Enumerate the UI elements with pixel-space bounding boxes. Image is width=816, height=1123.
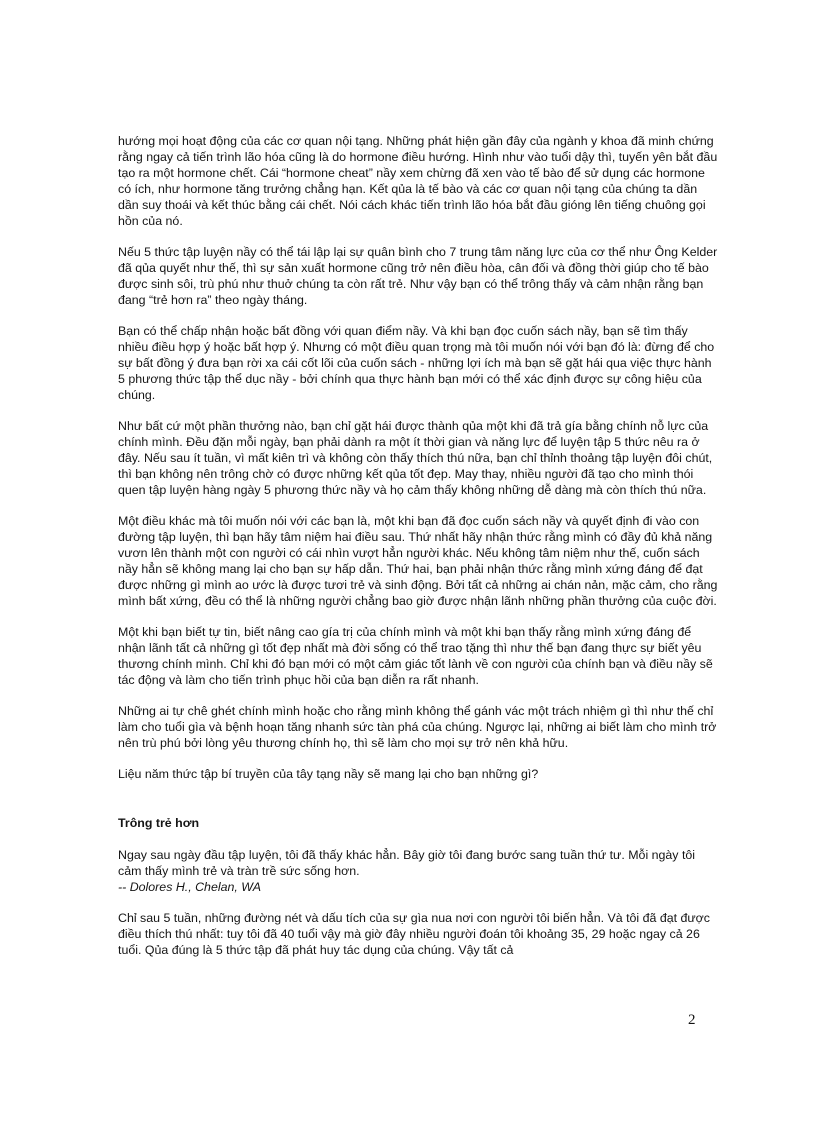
- testimonial-quote: [118, 848, 718, 896]
- paragraph-self-love: Những ai tự chê ghét chính mình hoặc cho rằng mình không thể gánh vác một trách nhiệm gì thì như thế chỉ làm cho tuổi gìa và bệnh hoạn tăng nhanh sức tàn phá của chúng. Ngược lại, những ai biết làm cho mình trở nên trù phú bởi lòng yêu thương chính họ, thì sẽ làm cho mọi sự trở nên khả hữu.: [118, 704, 717, 750]
- paragraph-energy-balance: Nếu 5 thức tập luyện nầy có thể tái lập lại sự quân bình cho 7 trung tâm năng lực của cơ thể như Ông Kelder đã qủa quyết như thế, thì sự sản xuất hormone cũng trở nên điều hòa, cân đối và đồng thời giúp cho tế bào được sinh sôi, trù phú như thuở chúng ta còn rất trẻ. Như vậy bạn có thể trông thấy và cảm nhận rằng bạn đang “trẻ hơn ra” theo ngày tháng.: [118, 244, 718, 307]
- section-heading: Trông trẻ hơn: [118, 816, 200, 831]
- page-body: [118, 134, 718, 975]
- paragraph-five-weeks: Chỉ sau 5 tuần, những đường nét và dấu tích của sự gìa nua nơi con người tôi biến hẳn. Và tôi đã đạt được điều thích thú nhất: tuy tôi đã 40 tuổi vậy mà giờ đây nhiều người đoán tôi khoảng 35, 29 hoặc ngay cả 26 tuổi. Qủa đúng là 5 thức tập đã phát huy tác dụng của chúng. Vậy tất cả: [118, 911, 710, 958]
- paragraph-self-worth: Một khi bạn biết tự tin, biết nâng cao gía trị của chính mình và một khi bạn thấy rằng mình xứng đáng để nhận lãnh tất cả những gì tốt đẹp nhất mà đời sống có thể trao tặng thì như thế bạn đang thực sự biết yêu thương chính mình. Chỉ khi đó bạn mới có một cảm giác tốt lành về con người của chính bạn và điều nầy sẽ tác động và làm cho tiến trình phục hồi của bạn diễn ra rất nhanh.: [118, 625, 713, 687]
- quote-attribution: -- Dolores H., Chelan, WA: [118, 880, 261, 895]
- paragraph-accept-or-disagree: Bạn có thể chấp nhận hoặc bất đồng với quan điểm nầy. Và khi bạn đọc cuốn sách nầy, bạn sẽ tìm thấy nhiều điều hợp ý hoặc bất hợp ý. Nhưng có một điều quan trọng mà tôi muốn nói với bạn đó là: đừng để cho sự bất đồng ý đưa bạn rời xa cái cốt lõi của cuốn sách - những lợi ích mà bạn sẽ gặt hái qua việc thực hành 5 phương thức tập thể dục nầy - bởi chính qua thực hành bạn mới có thể xác định được sự công hiệu của chúng.: [118, 324, 715, 402]
- quote-text: Ngay sau ngày đầu tập luyện, tôi đã thấy khác hẳn. Bây giờ tôi đang bước sang tuần thứ tư. Mỗi ngày tôi cảm thấy mình trẻ và tràn trề sức sống hơn.: [118, 848, 696, 879]
- paragraph-hormone-aging: hướng mọi hoạt động của các cơ quan nội tạng. Những phát hiện gần đây của ngành y khoa đã minh chứng rằng ngay cả tiến trình lão hóa cũng là do hormone điều hướng. Hình như vào tuổi dậy thì, tuyến yên bắt đầu tạo ra một hormone chết. Cái “hormone cheat” nầy xem chừng đã xen vào tế bào để sử dụng các hormone có ích, như hormone tăng trưởng chẳng hạn. Kết qủa là tế bào và các cơ quan nội tạng của chúng ta dần dần suy thoái và kết thúc bằng cái chết. Nói cách khác tiến trình lão hóa bắt đầu gióng lên tiếng chuông gọi hồn của nó.: [118, 134, 718, 228]
- paragraph-effort-reward: Như bất cứ một phần thưởng nào, bạn chỉ gặt hái được thành qủa một khi đã trả gía bằng chính nỗ lực của chính mình. Đều đặn mỗi ngày, bạn phải dành ra một ít thời gian và năng lực để luyện tập 5 thức nêu ra ở đây. Nếu sau ít tuần, vì mất kiên trì và không còn thấy thích thú nữa, bạn chỉ thỉnh thoảng tập luyện đôi chút, thì bạn không nên trông chờ có được những kết qủa tốt đẹp. May thay, nhiều người đã tạo cho mình thói quen tập luyện hàng ngày 5 phương thức nầy và họ cảm thấy không những dễ dàng mà còn thích thú nữa.: [118, 419, 713, 497]
- page-number: 2: [688, 1012, 696, 1028]
- paragraph-two-principles: Một điều khác mà tôi muốn nói với các bạn là, một khi bạn đã đọc cuốn sách nầy và quyết định đi vào con đường tập luyện, thì bạn hãy tâm niệm hai điều sau. Thứ nhất hãy nhận thức rằng mình có đầy đủ khả năng vươn lên thành một con người có cái nhìn vượt hẳn người khác. Nếu không tâm niệm như thế, cuốn sách nầy hẳn sẽ không mang lại cho bạn sự hấp dẫn. Thứ hai, bạn phải nhận thức rằng mình xứng đáng để đạt được những gì mình ao ước là được tươi trẻ và sinh động. Bởi tất cả những ai chán nản, mặc cảm, cho rằng mình bất xứng, đều có thể là những người chẳng bao giờ được nhận lãnh những phần thưởng của cuộc đời.: [118, 514, 718, 608]
- paragraph-question: Liệu năm thức tập bí truyền của tây tạng nầy sẽ mang lại cho bạn những gì?: [118, 767, 539, 782]
